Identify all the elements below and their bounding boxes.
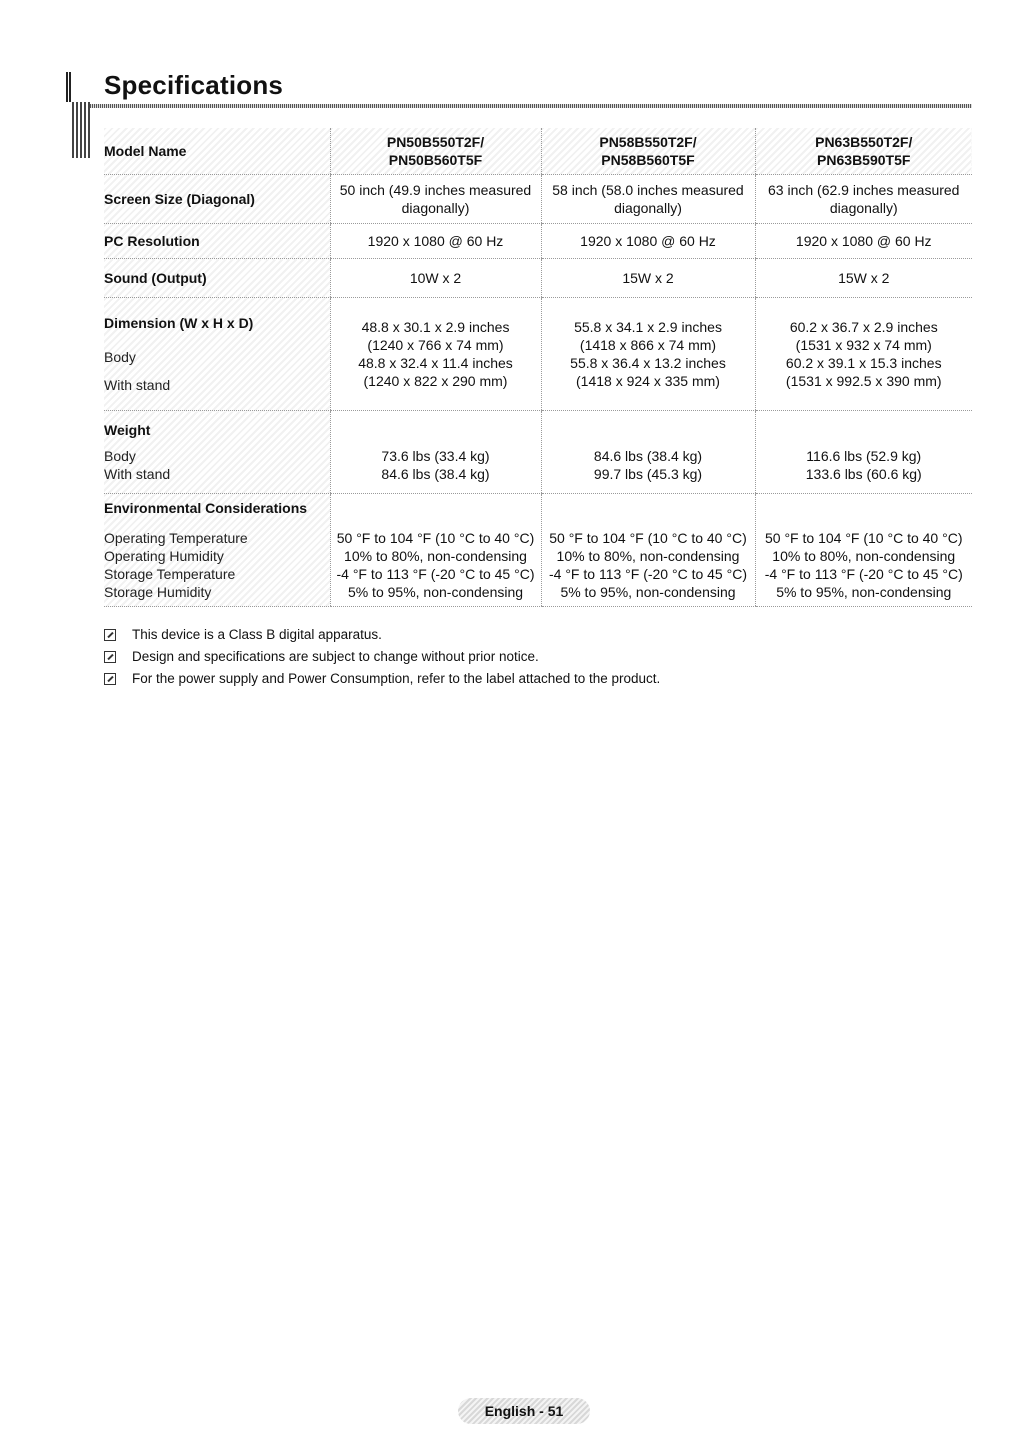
env-1-op-humidity: 10% to 80%, non-condensing xyxy=(344,548,527,564)
dimension-3-body-in: 60.2 x 36.7 x 2.9 inches xyxy=(789,319,938,335)
screen-size-3 xyxy=(755,175,972,224)
label-weight: Weight xyxy=(104,422,151,438)
label-with-stand: With stand xyxy=(104,377,171,393)
label-dimension: Dimension (W x H x D) xyxy=(104,315,254,331)
dimension-2 xyxy=(541,298,755,411)
table-row-dimension xyxy=(104,298,972,411)
environment-3 xyxy=(755,494,972,607)
label-cell xyxy=(104,259,330,298)
model-3-line1: PN63B550T2F/ xyxy=(815,134,913,150)
label-environmental: Environmental Considerations xyxy=(104,500,308,516)
note-item xyxy=(104,668,660,690)
dimension-3 xyxy=(755,298,972,411)
weight-1-stand: 84.6 lbs (38.4 kg) xyxy=(381,466,490,482)
dimension-2-body-mm: (1418 x 866 x 74 mm) xyxy=(579,337,717,353)
dimension-1-body-mm: (1240 x 766 x 74 mm) xyxy=(367,337,504,353)
screen-size-2-line2: diagonally) xyxy=(614,200,682,216)
model-1-line1: PN50B550T2F/ xyxy=(386,134,485,150)
page-number-badge: English - 51 xyxy=(458,1398,590,1424)
weight-1 xyxy=(330,411,541,494)
label-screen-size: Screen Size (Diagonal) xyxy=(104,191,255,207)
screen-size-2 xyxy=(541,175,755,224)
weight-3-body: 116.6 lbs (52.9 kg) xyxy=(806,448,922,464)
env-2-op-temp: 50 °F to 104 °F (10 °C to 40 °C) xyxy=(549,530,747,546)
dimension-3-body-mm: (1531 x 932 x 74 mm) xyxy=(795,337,932,353)
env-3-storage-temp: -4 °F to 113 °F (-20 °C to 45 °C) xyxy=(764,566,963,582)
dimension-3-stand-in: 60.2 x 39.1 x 15.3 inches xyxy=(785,355,942,371)
note-text-1: This device is a Class B digital apparatus. xyxy=(132,627,382,642)
environment-1 xyxy=(330,494,541,607)
env-2-storage-temp: -4 °F to 113 °F (-20 °C to 45 °C) xyxy=(549,566,747,582)
label-weight-with-stand: With stand xyxy=(104,466,171,482)
label-cell xyxy=(104,224,330,259)
dimension-2-stand-in: 55.8 x 36.4 x 13.2 inches xyxy=(570,355,726,371)
weight-1-body: 73.6 lbs (33.4 kg) xyxy=(381,448,490,464)
label-storage-temp: Storage Temperature xyxy=(104,566,236,582)
weight-3-stand: 133.6 lbs (60.6 kg) xyxy=(805,466,922,482)
side-accent-bar xyxy=(72,102,90,158)
label-body: Body xyxy=(104,349,136,365)
table-row-weight xyxy=(104,411,972,494)
table-row-screen-size xyxy=(104,175,972,224)
note-item xyxy=(104,646,660,668)
screen-size-1-line2: diagonally) xyxy=(401,200,470,216)
label-weight-body: Body xyxy=(104,448,136,464)
label-pc-resolution: PC Resolution xyxy=(104,233,200,249)
table-row-pc-resolution xyxy=(104,224,972,259)
sound-output-1: 10W x 2 xyxy=(330,259,541,298)
dimension-1-body-in: 48.8 x 30.1 x 2.9 inches xyxy=(361,319,510,335)
weight-2-stand: 99.7 lbs (45.3 kg) xyxy=(593,466,703,482)
table-row-sound-output xyxy=(104,259,972,298)
table-row-environmental xyxy=(104,494,972,607)
env-1-op-temp: 50 °F to 104 °F (10 °C to 40 °C) xyxy=(336,530,535,546)
label-cell xyxy=(104,298,330,411)
label-cell xyxy=(104,128,330,175)
page-title: Specifications xyxy=(104,70,284,100)
note-text-3: For the power supply and Power Consumption, refer to the label attached to the product. xyxy=(132,671,661,686)
env-3-op-temp: 50 °F to 104 °F (10 °C to 40 °C) xyxy=(765,530,963,546)
sound-output-2: 15W x 2 xyxy=(541,259,755,298)
weight-2-body: 84.6 lbs (38.4 kg) xyxy=(593,448,703,464)
model-cell-3 xyxy=(755,128,972,175)
pc-resolution-2: 1920 x 1080 @ 60 Hz xyxy=(541,224,755,259)
dimension-1-stand-in: 48.8 x 32.4 x 11.4 inches xyxy=(358,355,513,371)
env-2-storage-humidity: 5% to 95%, non-condensing xyxy=(560,584,736,600)
env-2-op-humidity: 10% to 80%, non-condensing xyxy=(556,548,740,564)
pc-resolution-3: 1920 x 1080 @ 60 Hz xyxy=(755,224,972,259)
model-cell-2 xyxy=(541,128,755,175)
dimension-1-stand-mm: (1240 x 822 x 290 mm) xyxy=(363,373,508,389)
screen-size-3-line2: diagonally) xyxy=(829,200,898,216)
screen-size-1-line1: 50 inch (49.9 inches measured xyxy=(339,182,532,198)
label-storage-humidity: Storage Humidity xyxy=(104,584,212,600)
env-1-storage-temp: -4 °F to 113 °F (-20 °C to 45 °C) xyxy=(336,566,535,582)
title-rule xyxy=(90,104,972,108)
notes-list xyxy=(104,624,660,690)
label-sound-output: Sound (Output) xyxy=(104,270,207,286)
env-3-storage-humidity: 5% to 95%, non-condensing xyxy=(776,584,952,600)
label-cell xyxy=(104,494,330,607)
model-2-line1: PN58B550T2F/ xyxy=(599,134,697,150)
screen-size-2-line1: 58 inch (58.0 inches measured xyxy=(552,182,744,198)
screen-size-3-line1: 63 inch (62.9 inches measured xyxy=(768,182,960,198)
weight-3 xyxy=(755,411,972,494)
note-text-2: Design and specifications are subject to change without prior notice. xyxy=(132,649,539,664)
model-2-line2: PN58B560T5F xyxy=(601,152,695,168)
note-item xyxy=(104,624,660,646)
dimension-2-body-in: 55.8 x 34.1 x 2.9 inches xyxy=(574,319,722,335)
weight-2 xyxy=(541,411,755,494)
note-icon xyxy=(104,651,116,663)
model-3-line2: PN63B590T5F xyxy=(817,152,911,168)
dimension-1 xyxy=(330,298,541,411)
note-icon xyxy=(104,673,116,685)
note-icon xyxy=(104,629,116,641)
screen-size-1 xyxy=(330,175,541,224)
label-cell xyxy=(104,411,330,494)
label-cell xyxy=(104,175,330,224)
dimension-3-stand-mm: (1531 x 992.5 x 390 mm) xyxy=(785,373,942,389)
model-cell-1 xyxy=(330,128,541,175)
sound-output-3: 15W x 2 xyxy=(755,259,972,298)
title-accent-bar xyxy=(66,72,72,102)
env-3-op-humidity: 10% to 80%, non-condensing xyxy=(772,548,956,564)
label-op-temp: Operating Temperature xyxy=(104,530,248,546)
pc-resolution-1: 1920 x 1080 @ 60 Hz xyxy=(330,224,541,259)
environment-2 xyxy=(541,494,755,607)
env-1-storage-humidity: 5% to 95%, non-condensing xyxy=(347,584,524,600)
label-op-humidity: Operating Humidity xyxy=(104,548,224,564)
label-model-name: Model Name xyxy=(104,143,187,159)
model-1-line2: PN50B560T5F xyxy=(388,152,483,168)
dimension-2-stand-mm: (1418 x 924 x 335 mm) xyxy=(576,373,720,389)
table-row-model-name xyxy=(104,128,972,175)
specifications-table xyxy=(104,128,972,607)
